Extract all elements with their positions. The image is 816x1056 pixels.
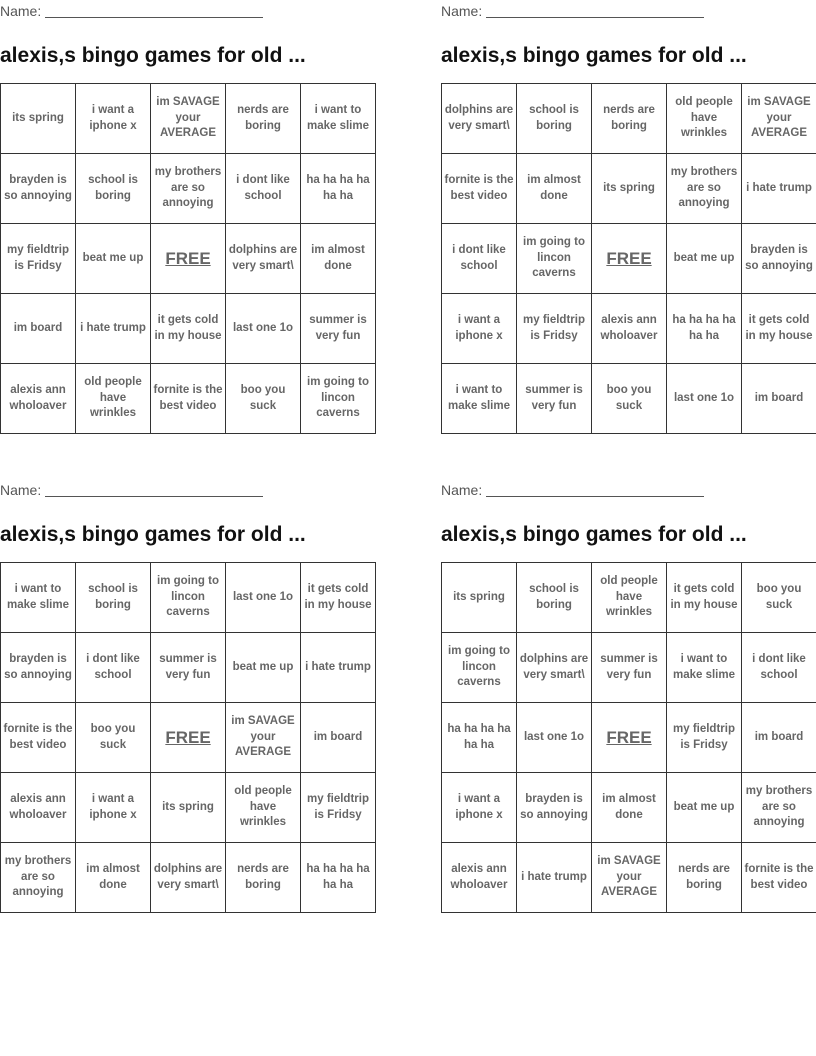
bingo-cell: i dont like school [76,633,151,703]
bingo-row [442,154,816,224]
bingo-cell: school is boring [517,84,592,154]
bingo-cell: it gets cold in my house [742,294,816,364]
bingo-cell: old people have wrinkles [592,563,667,633]
bingo-cell: i hate trump [76,294,151,364]
bingo-cell: last one 1o [226,294,301,364]
bingo-cell: i want a iphone x [442,294,517,364]
bingo-card [0,0,376,434]
bingo-cell: im almost done [517,154,592,224]
bingo-cell: dolphins are very smart\ [442,84,517,154]
bingo-cell: its spring [592,154,667,224]
name-blank-line [486,3,704,18]
bingo-cell: beat me up [76,224,151,294]
bingo-cell: summer is very fun [301,294,376,364]
bingo-cell: im board [742,364,816,434]
bingo-cell: i hate trump [301,633,376,703]
bingo-cell: i dont like school [226,154,301,224]
bingo-cell: ha ha ha ha ha ha [442,703,517,773]
bingo-cell: it gets cold in my house [301,563,376,633]
bingo-cell: im going to lincon caverns [151,563,226,633]
free-space: FREE [151,224,226,294]
bingo-row [442,633,816,703]
card-title: alexis,s bingo games for old ... [0,44,306,67]
bingo-cell: old people have wrinkles [667,84,742,154]
bingo-cell: alexis ann wholoaver [1,773,76,843]
bingo-cell: im going to lincon caverns [442,633,517,703]
bingo-cell: alexis ann wholoaver [442,843,517,913]
bingo-row [1,224,376,294]
bingo-cell: it gets cold in my house [667,563,742,633]
bingo-cell: its spring [1,84,76,154]
bingo-cell: dolphins are very smart\ [151,843,226,913]
bingo-cell: alexis ann wholoaver [592,294,667,364]
bingo-cell: ha ha ha ha ha ha [301,154,376,224]
bingo-cell: i hate trump [742,154,816,224]
bingo-row [442,294,816,364]
bingo-cell: i want to make slime [442,364,517,434]
bingo-cell: boo you suck [592,364,667,434]
bingo-cell: last one 1o [226,563,301,633]
bingo-row [442,563,816,633]
bingo-cell: im almost done [76,843,151,913]
name-field [441,479,816,501]
bingo-cell: my brothers are so annoying [1,843,76,913]
name-label: Name: [441,3,483,19]
bingo-row [1,773,376,843]
bingo-cell: im SAVAGE your AVERAGE [151,84,226,154]
bingo-cell: school is boring [76,154,151,224]
free-space: FREE [592,703,667,773]
bingo-cell: beat me up [226,633,301,703]
bingo-cell: im almost done [301,224,376,294]
bingo-cell: fornite is the best video [742,843,816,913]
bingo-cell: im SAVAGE your AVERAGE [742,84,816,154]
bingo-cell: dolphins are very smart\ [226,224,301,294]
bingo-row [1,633,376,703]
bingo-grid [0,83,376,434]
bingo-cell: brayden is so annoying [742,224,816,294]
bingo-cell: my fieldtrip is Fridsy [1,224,76,294]
bingo-cell: summer is very fun [151,633,226,703]
name-blank-line [486,482,704,497]
bingo-cell: its spring [151,773,226,843]
bingo-cell: last one 1o [517,703,592,773]
bingo-cell: summer is very fun [517,364,592,434]
bingo-card [0,479,376,913]
bingo-card [441,0,816,434]
bingo-cell: school is boring [517,563,592,633]
bingo-cell: beat me up [667,224,742,294]
bingo-cell: my fieldtrip is Fridsy [301,773,376,843]
bingo-grid [441,562,816,913]
bingo-cell: i dont like school [742,633,816,703]
name-label: Name: [441,482,483,498]
bingo-cell: fornite is the best video [442,154,517,224]
bingo-cell: my fieldtrip is Fridsy [667,703,742,773]
bingo-row [442,84,816,154]
bingo-cell: brayden is so annoying [1,154,76,224]
bingo-cell: my brothers are so annoying [667,154,742,224]
bingo-cell: brayden is so annoying [517,773,592,843]
bingo-cell: nerds are boring [226,843,301,913]
bingo-row [442,364,816,434]
bingo-grid [0,562,376,913]
bingo-cell: old people have wrinkles [226,773,301,843]
bingo-row [442,703,816,773]
bingo-cell: i want a iphone x [76,84,151,154]
bingo-cell: its spring [442,563,517,633]
bingo-cell: school is boring [76,563,151,633]
name-blank-line [45,3,263,18]
bingo-cell: last one 1o [667,364,742,434]
bingo-cell: nerds are boring [226,84,301,154]
bingo-cell: i want to make slime [1,563,76,633]
bingo-cell: old people have wrinkles [76,364,151,434]
bingo-row [442,224,816,294]
bingo-cell: boo you suck [742,563,816,633]
bingo-cell: fornite is the best video [1,703,76,773]
bingo-cell: im board [742,703,816,773]
bingo-cell: alexis ann wholoaver [1,364,76,434]
bingo-cell: beat me up [667,773,742,843]
bingo-cell: im going to lincon caverns [517,224,592,294]
name-field [0,479,376,501]
bingo-cell: my brothers are so annoying [151,154,226,224]
bingo-card [441,479,816,913]
free-space: FREE [151,703,226,773]
name-label: Name: [0,3,42,19]
bingo-cell: summer is very fun [592,633,667,703]
bingo-grid [441,83,816,434]
bingo-cell: i want to make slime [301,84,376,154]
bingo-cell: dolphins are very smart\ [517,633,592,703]
bingo-cell: nerds are boring [592,84,667,154]
bingo-cell: i want a iphone x [442,773,517,843]
bingo-cell: i want to make slime [667,633,742,703]
bingo-cell: i dont like school [442,224,517,294]
bingo-row [1,364,376,434]
bingo-cell: nerds are boring [667,843,742,913]
bingo-cell: i want a iphone x [76,773,151,843]
bingo-cell: im going to lincon caverns [301,364,376,434]
bingo-cell: i hate trump [517,843,592,913]
bingo-cell: brayden is so annoying [1,633,76,703]
bingo-cell: im board [301,703,376,773]
name-field [441,0,816,22]
bingo-cell: it gets cold in my house [151,294,226,364]
bingo-row [442,773,816,843]
bingo-cell: im SAVAGE your AVERAGE [592,843,667,913]
bingo-row [1,703,376,773]
card-title: alexis,s bingo games for old ... [0,523,306,546]
card-title: alexis,s bingo games for old ... [441,44,747,67]
bingo-cell: my fieldtrip is Fridsy [517,294,592,364]
bingo-row [1,563,376,633]
bingo-cell: my brothers are so annoying [742,773,816,843]
name-label: Name: [0,482,42,498]
bingo-row [1,294,376,364]
bingo-cell: ha ha ha ha ha ha [301,843,376,913]
bingo-cell: fornite is the best video [151,364,226,434]
bingo-row [1,154,376,224]
bingo-cell: im SAVAGE your AVERAGE [226,703,301,773]
bingo-cell: boo you suck [226,364,301,434]
bingo-row [442,843,816,913]
name-field [0,0,376,22]
bingo-cell: boo you suck [76,703,151,773]
bingo-row [1,843,376,913]
bingo-cell: im board [1,294,76,364]
free-space: FREE [592,224,667,294]
bingo-row [1,84,376,154]
bingo-cell: ha ha ha ha ha ha [667,294,742,364]
name-blank-line [45,482,263,497]
card-title: alexis,s bingo games for old ... [441,523,747,546]
bingo-cell: im almost done [592,773,667,843]
